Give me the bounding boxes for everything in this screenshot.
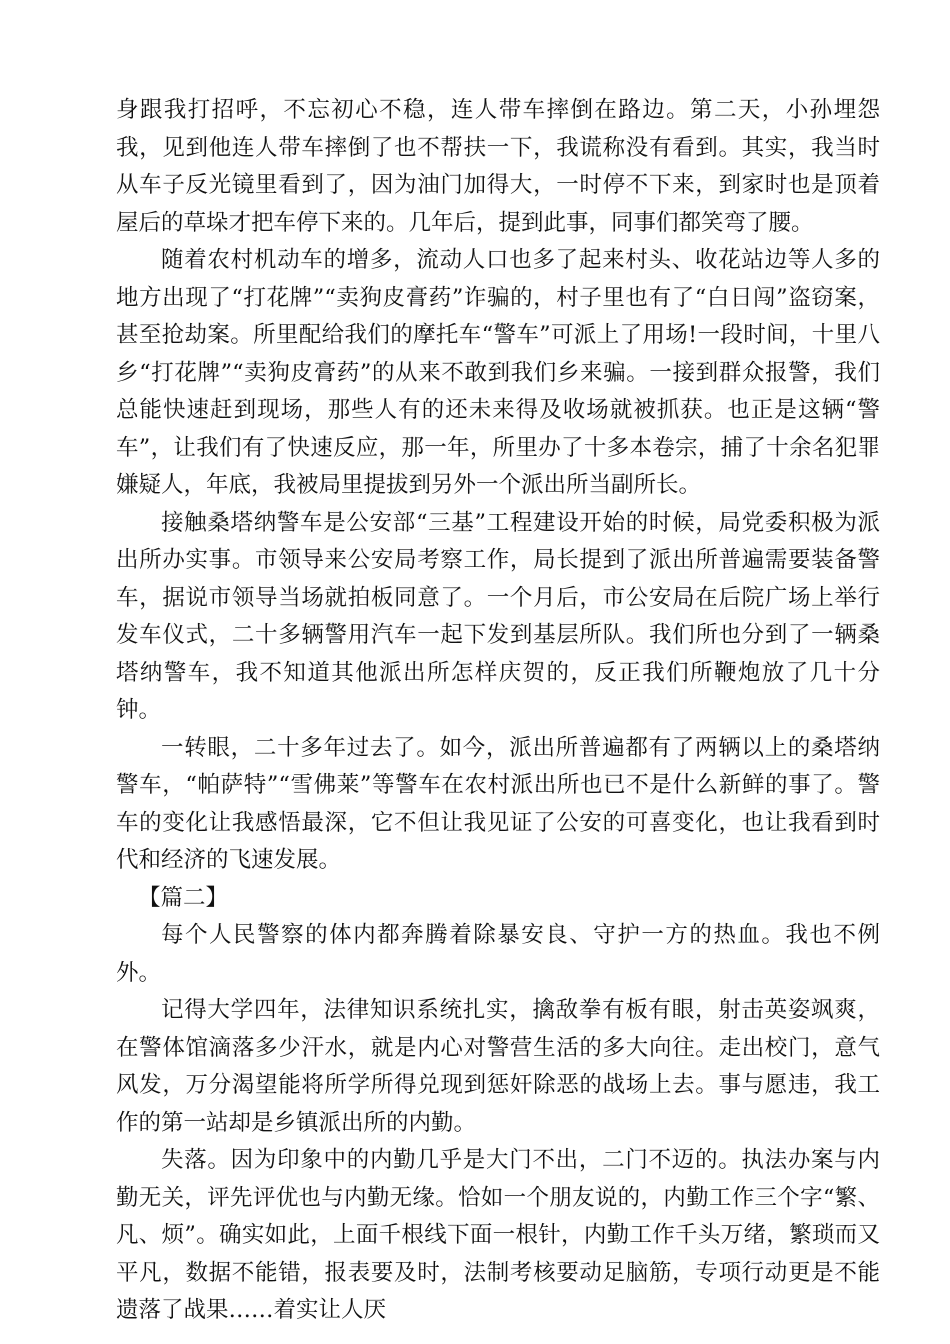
paragraph-continued: 身跟我打招呼，不忘初心不稳，连人带车摔倒在路边。第二天，小孙埋怨我，见到他连人带车摔倒了也不帮扶一下，我谎称没有看到。其实，我当时从车子反光镜里看到了，因为油门加得大，一时停不下来，到家时也是顶着屋后的草垛才把车停下来的。几年后，提到此事，同事们都笑弯了腰。	[116, 97, 880, 236]
paragraph: 每个人民警察的体内都奔腾着除暴安良、守护一方的热血。我也不例外。	[116, 922, 880, 986]
section-heading: 【篇二】	[138, 884, 229, 911]
document-body	[116, 92, 880, 1330]
paragraph: 随着农村机动车的增多，流动人口也多了起来村头、收花站边等人多的地方出现了“打花牌”“卖狗皮膏药”诈骗的，村子里也有了“白日闯”盗窃案，甚至抢劫案。所里配给我们的摩托车“警车”可派上了用场!一段时间，十里八乡“打花牌”“卖狗皮膏药”的从来不敢到我们乡来骗。一接到群众报警，我们总能快速赶到现场，那些人有的还未来得及收场就被抓获。也正是这辆“警车”，让我们有了快速反应，那一年，所里办了十多本卷宗，捕了十余名犯罪嫌疑人，年底，我被局里提拔到另外一个派出所当副所长。	[116, 247, 880, 498]
paragraph: 记得大学四年，法律知识系统扎实，擒敌拳有板有眼，射击英姿飒爽，在警体馆滴落多少汗水，就是内心对警营生活的多大向往。走出校门，意气风发，万分渴望能将所学所得兑现到惩奸除恶的战场上去。事与愿违，我工作的第一站却是乡镇派出所的内勤。	[116, 997, 880, 1136]
paragraph: 一转眼，二十多年过去了。如今，派出所普遍都有了两辆以上的桑塔纳警车，“帕萨特”“雪佛莱”等警车在农村派出所也已不是什么新鲜的事了。警车的变化让我感悟最深，它不但让我见证了公安的可喜变化，也让我看到时代和经济的飞速发展。	[116, 734, 880, 873]
paragraph: 接触桑塔纳警车是公安部“三基”工程建设开始的时候，局党委积极为派出所办实事。市领导来公安局考察工作，局长提到了派出所普遍需要装备警车，据说市领导当场就拍板同意了。一个月后，市公安局在后院广场上举行发车仪式，二十多辆警用汽车一起下发到基层所队。我们所也分到了一辆桑塔纳警车，我不知道其他派出所怎样庆贺的，反正我们所鞭炮放了几十分钟。	[116, 509, 880, 723]
paragraph: 失落。因为印象中的内勤几乎是大门不出，二门不迈的。执法办案与内勤无关，评先评优也与内勤无缘。恰如一个朋友说的，内勤工作三个字“繁、凡、烦”。确实如此，上面千根线下面一根针，内勤工作千头万绪，繁琐而又平凡，数据不能错，报表要及时，法制考核要动足脑筋，专项行动更是不能遗落了战果……着实让人厌	[116, 1147, 880, 1323]
